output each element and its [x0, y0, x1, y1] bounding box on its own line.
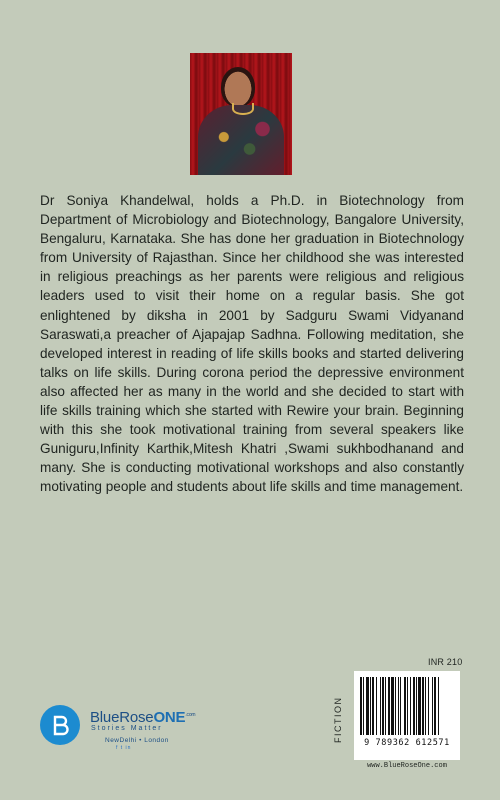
publisher-website: www.BlueRoseOne.com — [367, 762, 447, 770]
publisher-logo-icon — [40, 705, 80, 745]
author-body — [198, 105, 284, 175]
barcode-bars — [360, 677, 454, 737]
publisher-tagline: Stories Matter — [91, 725, 163, 732]
publisher-name — [90, 709, 195, 726]
price-label: INR 210 — [428, 657, 463, 667]
publisher-name-part2: ONE — [153, 709, 186, 726]
author-photo — [190, 53, 292, 175]
barcode — [354, 671, 460, 760]
author-necklace — [232, 103, 254, 115]
author-head — [221, 67, 255, 107]
publisher-mark: .com — [185, 712, 196, 718]
isbn-number: 9 789362 612571 — [364, 738, 450, 748]
publisher-name-part1: BlueRose — [90, 709, 154, 726]
author-bio: Dr Soniya Khandelwal, holds a Ph.D. in Biotechnology from Department of Microbiology and Biotechnology, Bangalore University, Bengaluru, Karnataka. She has done her graduation in Biotechnology from University of Rajasthan. Since her childhood she was interested in religious preachings as her parents were religious and religious leaders used to visit their home on a regular basis. She got enlightened by diksha in 2001 by Sadguru Swami Vidyanand Saraswati,a preacher of Ajapajap Sadhna. Following meditation, she developed interest in reading of life skills books and started delivering talks on life skills. During corona period the depressive environment also affected her as many in the world and she decided to start with life skills training which she started with Rewire your brain. Beginning with this she took motivational training from several speakers like Guniguru,Infinity Karthik,Mitesh Khatri ,Swami sukhbodhanand and many. She is conducting motivational workshops and also constantly motivating people and students about life skills and time management. — [40, 193, 464, 495]
genre-label: FICTION — [333, 696, 343, 744]
publisher-cities: NewDelhi • London — [105, 737, 169, 744]
social-icons: f t in — [116, 745, 132, 751]
